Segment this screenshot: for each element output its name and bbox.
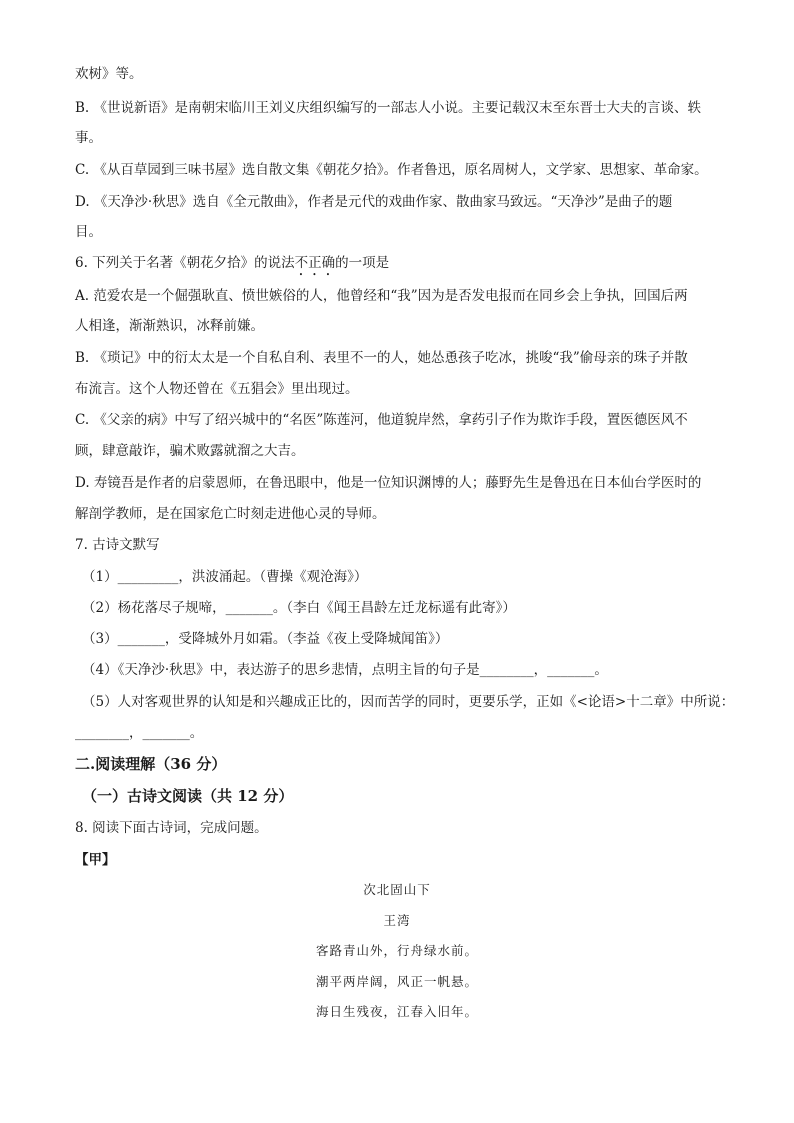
q7-item-4: （4）《天净沙·秋思》中，表达游子的思乡悲情，点明主旨的句子是________，_______。 <box>82 662 608 678</box>
q5-option-b: B. 《世说新语》是南朝宋临川王刘义庆组织编写的一部志人小说。主要记载汉末至东晋士大夫的言谈、轶 <box>75 100 702 116</box>
q6-option-b-cont: 布流言。这个人物还曾在《五猖会》里出现过。 <box>75 381 359 397</box>
q7-item-3: （3）_______，受降城外月如霜。（李益《夜上受降城闻笛》） <box>82 631 449 647</box>
poem-line-1: 客路青山外，行舟绿水前。 <box>315 943 478 958</box>
q6-option-a-cont: 人相逢，渐渐熟识，冰释前嫌。 <box>75 318 264 334</box>
q6-stem-after: 的一项是 <box>335 255 390 271</box>
q6-option-c-cont: 顾，肆意敲诈，骗术败露就溜之大吉。 <box>75 443 305 459</box>
q8-label-jia: 【甲】 <box>75 852 116 868</box>
q7-item-5-cont: ________，_______。 <box>75 725 204 741</box>
poem-title: 次北固山下 <box>363 882 431 897</box>
q7-item-5: （5）人对客观世界的认知是和兴趣成正比的，因而苦学的同时，更要乐学，正如《<论语>十二章》中所说： <box>82 694 735 710</box>
q5-option-c: C. 《从百草园到三味书屋》选自散文集《朝花夕拾》。作者鲁迅，原名周树人，文学家、思想家、革命家。 <box>75 162 708 178</box>
q6-option-b: B. 《琐记》中的衍太太是一个自私自利、表里不一的人，她怂恿孩子吃冰，挑唆“我”偷母亲的珠子并散 <box>75 350 688 366</box>
poem-line-3: 海日生残夜，江春入旧年。 <box>315 1004 478 1019</box>
poem-author: 王湾 <box>383 913 411 928</box>
section-2-subtitle: （一）古诗文阅读（共 12 分） <box>82 787 294 805</box>
q6-stem-emphasis: 不正确 <box>294 255 336 271</box>
q7-item-1: （1）_________，洪波涌起。（曹操《观沧海》） <box>82 569 368 585</box>
q6-option-d-cont: 解剖学教师，是在国家危亡时刻走进他心灵的导师。 <box>75 506 386 522</box>
q6-option-a: A. 范爱农是一个倔强耿直、愤世嫉俗的人，他曾经和“我”因为是否发电报而在同乡会上争执，回国后两 <box>75 288 688 304</box>
q6-option-c: C. 《父亲的病》中写了绍兴城中的“名医”陈莲河，他道貌岸然，拿药引子作为欺诈手段，置医德医风不 <box>75 412 688 428</box>
q6-stem <box>75 253 389 279</box>
q6-stem-before: 6. 下列关于名著《朝花夕拾》的说法 <box>75 255 295 271</box>
q5-option-b-cont: 事。 <box>75 130 102 146</box>
poem-line-2: 潮平两岸阔，风正一帆悬。 <box>315 974 478 989</box>
q5-option-d-cont: 目。 <box>75 224 102 240</box>
q5-option-a-tail: 欢树》等。 <box>75 66 143 82</box>
q6-option-d: D. 寿镜吾是作者的启蒙恩师，在鲁迅眼中，他是一位知识渊博的人；藤野先生是鲁迅在日本仙台学医时的 <box>75 475 702 491</box>
q7-title: 7. 古诗文默写 <box>75 537 160 553</box>
section-2-title: 二.阅读理解（36 分） <box>75 755 227 773</box>
q8-stem: 8. 阅读下面古诗词，完成问题。 <box>75 820 268 836</box>
q5-option-d: D. 《天净沙·秋思》选自《全元散曲》，作者是元代的戏曲作家、散曲家马致远。“天净沙”是曲子的题 <box>75 194 673 210</box>
q7-item-2: （2）杨花落尽子规啼，_______。（李白《闻王昌龄左迁龙标遥有此寄》） <box>82 600 516 616</box>
